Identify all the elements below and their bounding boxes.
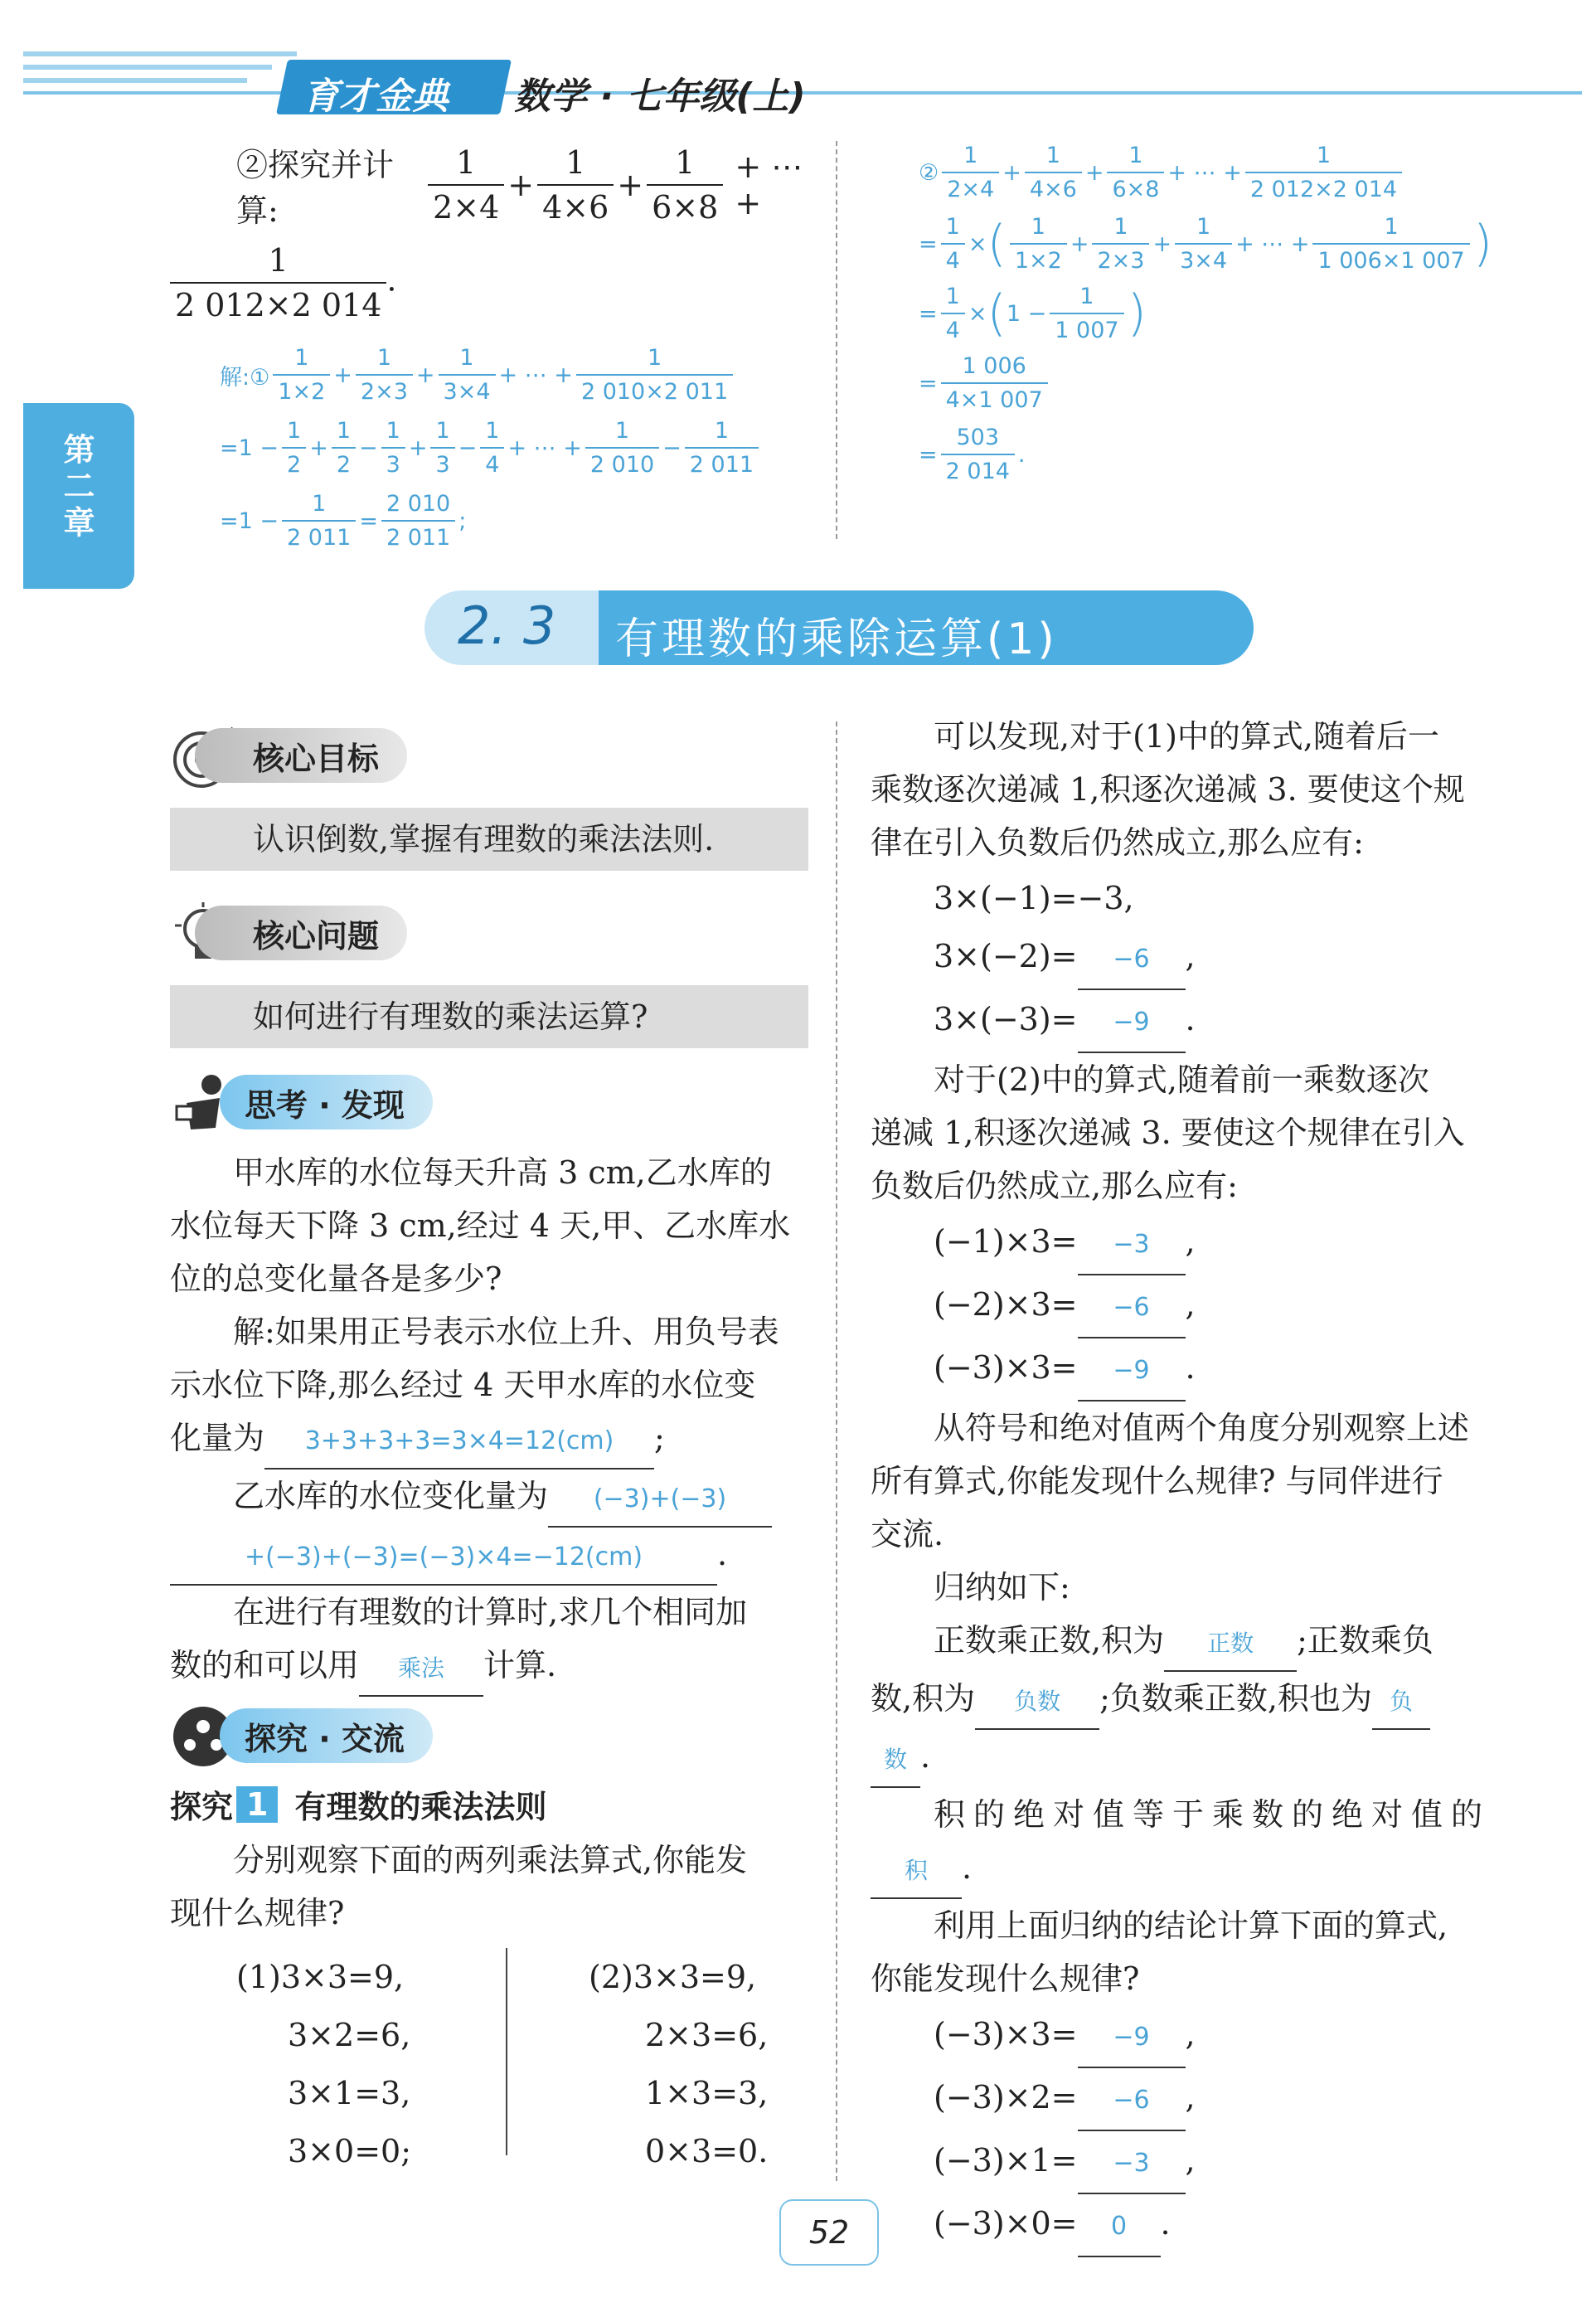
multiplication-columns xyxy=(170,1948,817,2188)
section-title: 有理数的乘除运算(1) xyxy=(615,615,1058,664)
text-line xyxy=(170,1639,817,1697)
frac-den: 1×2 xyxy=(273,374,330,405)
frac-den: 2 012×2 014 xyxy=(170,282,386,323)
frac-den: 2 014 xyxy=(941,454,1015,484)
frac-den: 2 010×2 011 xyxy=(576,374,733,405)
text-line: 负数后仍然成立,那么应有: xyxy=(871,1168,1238,1204)
text-line: 甲水库的水位每天升高 3 cm,乙水库的 xyxy=(233,1154,772,1191)
frac-den: 6×8 xyxy=(647,184,723,226)
frac-den: 4×1 007 xyxy=(941,382,1048,413)
solution-label: 解:① xyxy=(220,364,270,391)
think-paragraph xyxy=(170,1146,817,1697)
frac-num: 1 006 xyxy=(962,353,1026,379)
frac-den: 2 011 xyxy=(282,520,356,551)
ellipsis: + ⋯ + xyxy=(735,148,803,221)
answer-line-1: ② $\frac{1}{2\times 4}$ + $\frac{1}{4\times 6}$ + $\frac{1}{6\times 8}$ + ⋯ + $\frac{1}{2 012\times 2 014}$ xyxy=(919,143,1565,202)
solution-line-2: =1 − $\frac{1}{2}$ + $\frac{1}{2}$ − $\frac{1}{3}$ + $\frac{1}{3}$ − $\frac{1}{4}$ + ⋯ + $\frac{1}{2 010}$ − $\frac{1}{2 011}$ xyxy=(170,418,833,478)
frac-num: 1 xyxy=(456,144,477,181)
text-fragment: 正数乘正数,积为 xyxy=(934,1622,1165,1659)
page-number: 52 xyxy=(779,2199,879,2266)
frac-num: 1 xyxy=(963,143,978,168)
frac-den: 6×8 xyxy=(1107,172,1164,202)
frac-den: 2 010 xyxy=(585,447,659,478)
left-column xyxy=(170,723,817,2188)
answer-blank[interactable]: +(−3)+(−3)=(−3)×4=−12(cm) xyxy=(170,1531,717,1586)
frac-num: 2 010 xyxy=(386,491,451,517)
solution-line-3: =1 − $\frac{1}{2 011}$ = $\frac{2 010}{2 011}$ ; xyxy=(220,491,467,551)
top-right-block xyxy=(919,143,1565,484)
answer-blank[interactable]: 3+3+3+3=3×4=12(cm) xyxy=(264,1415,654,1469)
answer-line-3: = $\frac{1}{4}$ × ( 1 − $\frac{1}{1 007}$ ) xyxy=(919,284,1147,343)
think-label: 思考 · 发现 xyxy=(220,1075,433,1129)
equation: 3×(−1)=−3, xyxy=(934,880,1134,916)
top-divider xyxy=(836,141,837,539)
frac-num: 1 xyxy=(1384,214,1399,240)
equation: 3×(−3)= −9 . xyxy=(934,990,1517,1053)
text-line: +(−3)+(−3)=(−3)×4=−12(cm) . xyxy=(170,1528,817,1586)
text-line: 数 . xyxy=(871,1730,1517,1788)
text-line: 对于(2)中的算式,随着前一乘数逐次 xyxy=(934,1061,1429,1098)
frac-num: 1 xyxy=(945,214,960,240)
frac-den: 3 xyxy=(430,447,454,478)
frac-den: 4×6 xyxy=(537,184,614,226)
text-line: 归纳如下: xyxy=(934,1569,1070,1605)
equation: (−3)×3= −9 . xyxy=(934,1338,1517,1401)
equation-text: (−3)×3= xyxy=(934,1349,1078,1386)
frac-den: 4 xyxy=(480,447,504,478)
frac-num: 1 xyxy=(647,345,662,371)
header-stripe xyxy=(23,78,247,83)
frac-den: 2×3 xyxy=(1092,243,1149,274)
inquiry-heading xyxy=(170,1781,817,1827)
equation: (−3)×1= −3 , xyxy=(934,2131,1517,2194)
goal-text: 认识倒数,掌握有理数的乘法法则. xyxy=(170,808,808,871)
column-2 xyxy=(589,1948,768,2180)
question-heading xyxy=(170,901,817,967)
answer-line-5: = $\frac{503}{2 014}$ . xyxy=(919,425,1026,484)
explore-heading xyxy=(170,1703,817,1770)
answer-blank[interactable]: −6 xyxy=(1078,930,1186,990)
text-line: 你能发现什么规律? xyxy=(871,1960,1140,1997)
text-line: 递减 1,积逐次递减 3. 要使这个规律在引入 xyxy=(871,1115,1465,1151)
answer-blank[interactable]: 乘法 xyxy=(359,1642,483,1697)
ellipsis: + ⋯ + xyxy=(507,435,582,461)
text-fragment: 数的和可以用 xyxy=(170,1647,360,1683)
ellipsis: + ⋯ + xyxy=(1235,231,1310,257)
question-text: 如何进行有理数的乘法运算? xyxy=(170,985,808,1048)
frac-den: 2 011 xyxy=(381,520,455,551)
text-line: 乘数逐次递减 1,积逐次递减 3. 要使这个规 xyxy=(871,771,1465,808)
problem-intro: ②探究并计算: xyxy=(236,147,395,229)
equation: 3×1=3, xyxy=(288,2075,411,2111)
text-line xyxy=(871,1614,1517,1672)
frac-num: 1 xyxy=(1316,143,1332,168)
header-brand: 育才金典 xyxy=(303,75,449,118)
text-line: 在进行有理数的计算时,求几个相同加 xyxy=(233,1594,748,1630)
explore-label: 探究 · 交流 xyxy=(220,1708,433,1763)
goal-heading xyxy=(170,723,817,789)
frac-num: 1 xyxy=(312,491,327,517)
answer-blank[interactable]: −9 xyxy=(1078,2009,1186,2068)
section-banner xyxy=(424,590,1254,665)
frac-den: 4 xyxy=(941,243,965,274)
equation: (2)3×3=9, xyxy=(589,1959,757,1995)
frac-num: 1 xyxy=(565,144,586,181)
right-column xyxy=(871,710,1517,2257)
text-line: 示水位下降,那么经过 4 天甲水库的水位变 xyxy=(170,1367,756,1403)
equation: (−3)×0= 0 . xyxy=(934,2194,1517,2257)
frac-num: 1 xyxy=(386,418,400,444)
inquiry-number: 1 xyxy=(236,1786,278,1823)
frac-den: 2 011 xyxy=(685,447,759,478)
frac-den: 2×3 xyxy=(356,374,413,405)
equation: (−3)×2= −6 , xyxy=(934,2068,1517,2131)
text-line: 从符号和绝对值两个角度分别观察上述 xyxy=(934,1410,1470,1446)
text-line: 律在引入负数后仍然成立,那么应有: xyxy=(871,824,1364,861)
frac-num: 1 xyxy=(1196,214,1211,240)
frac-num: 1 xyxy=(485,418,500,444)
inquiry-tag: 探究 xyxy=(170,1789,234,1825)
answer-blank[interactable]: (−3)+(−3) xyxy=(548,1473,772,1528)
equation-text: (−3)×2= xyxy=(934,2079,1078,2116)
frac-num: 1 xyxy=(1045,143,1060,168)
frac-num: 1 xyxy=(435,418,450,444)
frac-den: 4×6 xyxy=(1025,172,1082,202)
frac-num: 1 xyxy=(287,418,302,444)
problem-line: ②探究并计算: $\frac{1}{2\times 4}$ + $\frac{1}{4\times 6}$ + $\frac{1}{6\times 8}$ + ⋯ + xyxy=(170,139,833,231)
sol2-prefix: =1 − xyxy=(220,435,279,461)
frac-den: 2 012×2 014 xyxy=(1245,172,1402,202)
frac-num: 1 xyxy=(1128,143,1143,168)
frac-num: 1 xyxy=(675,144,696,181)
equation: 3×0=0; xyxy=(288,2133,412,2169)
answer-blank[interactable]: 负数 xyxy=(975,1675,1099,1730)
problem-last-fraction: $\frac{1}{2 012\times 2 014}$ . xyxy=(170,242,833,323)
answer-blank[interactable]: 正数 xyxy=(1164,1617,1297,1672)
text-line: 积的绝对值等于乘数的绝对值的 xyxy=(934,1796,1492,1833)
equation-text: (−3)×1= xyxy=(934,2142,1078,2179)
frac-den: 2 xyxy=(282,447,306,478)
frac-num: 1 xyxy=(459,345,474,371)
text-line: 水位每天下降 3 cm,经过 4 天,甲、乙水库水 xyxy=(170,1207,791,1244)
answer-blank[interactable]: 积 xyxy=(871,1844,962,1899)
text-line xyxy=(871,1672,1517,1730)
frac-num: 503 xyxy=(956,425,1000,450)
frac-den: 3×4 xyxy=(439,374,496,405)
text-line: 解:如果用正号表示水位上升、用负号表 xyxy=(233,1314,779,1350)
frac-num: 1 xyxy=(1031,214,1045,240)
frac-den: 1×2 xyxy=(1010,243,1067,274)
answer-blank[interactable]: −9 xyxy=(1078,1342,1186,1401)
frac-den: 4 xyxy=(941,313,965,343)
frac-num: 1 xyxy=(1113,214,1128,240)
header-stripe xyxy=(23,51,297,56)
equation-text: 3×(−2)= xyxy=(934,938,1078,974)
frac-den: 2×4 xyxy=(428,184,504,226)
text-fragment: 乙水库的水位变化量为 xyxy=(233,1478,549,1514)
frac-num: 1 xyxy=(945,284,960,309)
frac-den: 2×4 xyxy=(942,172,999,202)
column-divider xyxy=(506,1948,507,2155)
frac-den: 1 007 xyxy=(1050,313,1123,343)
chapter-label: 第二章 xyxy=(58,433,95,542)
text-line: 化量为 3+3+3+3=3×4=12(cm) ; xyxy=(170,1411,817,1469)
frac-den: 2 xyxy=(332,447,356,478)
equation-text: 3×(−3)= xyxy=(934,1001,1078,1037)
text-fragment: 计算. xyxy=(483,1647,557,1683)
equation: (−3)×3= −9 , xyxy=(934,2005,1517,2068)
equation: (1)3×3=9, xyxy=(236,1959,405,1995)
text-line: 分别观察下面的两列乘法算式,你能发 xyxy=(233,1842,748,1878)
header-stripe xyxy=(23,65,272,70)
text-fragment: ;负数乘正数,积也为 xyxy=(1099,1680,1372,1717)
answer-line-2: = $\frac{1}{4}$ × ( $\frac{1}{1\times 2}$ + $\frac{1}{2\times 3}$ + $\frac{1}{3\times 4}$ + ⋯ + $\frac{1}{1 006\times 1 007}$ ) xyxy=(919,214,1493,274)
frac-num: 1 xyxy=(268,242,289,279)
answer-blank[interactable]: 0 xyxy=(1078,2198,1161,2257)
frac-num: 1 xyxy=(294,345,309,371)
column-divider-main xyxy=(836,721,837,2181)
answer-blank[interactable]: 负 xyxy=(1372,1675,1430,1730)
equation-text: (−3)×0= xyxy=(934,2205,1078,2242)
answer-blank[interactable]: −6 xyxy=(1078,2072,1186,2131)
equation: 2×3=6, xyxy=(645,2017,769,2053)
equation: (−2)×3= −6 , xyxy=(934,1275,1517,1338)
inquiry-title: 有理数的乘法法则 xyxy=(294,1789,547,1825)
equation: 3×(−2)= −6 , xyxy=(934,927,1517,990)
equation: 3×2=6, xyxy=(288,2017,411,2053)
answer-blank[interactable]: −6 xyxy=(1078,1279,1186,1338)
frac-den: 3×4 xyxy=(1175,243,1232,274)
text-fragment: 化量为 xyxy=(170,1420,265,1456)
equation: 1×3=3, xyxy=(645,2075,769,2111)
equation: (−1)×3= −3 , xyxy=(934,1212,1517,1275)
text-line xyxy=(170,1469,817,1528)
answer-blank[interactable]: −3 xyxy=(1078,1216,1186,1275)
frac-num: 1 xyxy=(714,418,730,444)
text-line: 所有算式,你能发现什么规律? 与同伴进行 xyxy=(871,1463,1443,1499)
frac-num: 1 xyxy=(614,418,630,444)
text-line: 位的总变化量各是多少? xyxy=(170,1261,502,1297)
column-1 xyxy=(236,1948,411,2180)
question-label: 核心问题 xyxy=(195,906,407,960)
answer-blank[interactable]: −3 xyxy=(1078,2135,1186,2194)
goal-label: 核心目标 xyxy=(195,728,407,783)
text-fragment: ;正数乘负 xyxy=(1297,1622,1433,1659)
frac-num: 1 xyxy=(1079,284,1094,309)
solution-line-1: 解:① $\frac{1}{1\times 2}$ + $\frac{1}{2\times 3}$ + $\frac{1}{3\times 4}$ + ⋯ + $\frac{1}{2 010\times 2 011}$ xyxy=(170,345,833,405)
frac-num: 1 xyxy=(336,418,352,444)
inquiry-paragraph xyxy=(170,1834,817,1940)
text-line: 积 . xyxy=(871,1841,1517,1899)
think-heading xyxy=(170,1070,817,1136)
header-subject: 数学 · 七年级(上) xyxy=(514,75,806,118)
equation-text: (−3)×3= xyxy=(934,2016,1078,2052)
text-line: 利用上面归纳的结论计算下面的算式, xyxy=(934,1907,1448,1944)
equation: 0×3=0. xyxy=(645,2133,769,2169)
frac-den: 1 006×1 007 xyxy=(1312,243,1469,274)
text-fragment: 数,积为 xyxy=(871,1680,976,1717)
answer-blank[interactable]: 数 xyxy=(871,1733,920,1788)
ellipsis: + ⋯ + xyxy=(498,362,573,388)
text-line: 可以发现,对于(1)中的算式,随着后一 xyxy=(934,718,1439,755)
answer-blank[interactable]: −9 xyxy=(1078,993,1186,1053)
frac-den: 3 xyxy=(381,447,405,478)
equation-text: (−1)×3= xyxy=(934,1223,1078,1260)
answer-line-4: = $\frac{1 006}{4\times 1 007}$ xyxy=(919,353,1565,413)
section-number: 2. 3 xyxy=(458,595,556,656)
sol3-prefix: =1 − xyxy=(220,508,279,534)
text-line: 现什么规律? xyxy=(170,1895,345,1931)
text-line: 交流. xyxy=(871,1516,944,1552)
ellipsis: + ⋯ + xyxy=(1167,159,1242,186)
top-left-block xyxy=(170,139,833,551)
equation-text: (−2)×3= xyxy=(934,1286,1078,1323)
frac-num: 1 xyxy=(376,345,391,371)
chapter-side-tab xyxy=(23,403,134,589)
